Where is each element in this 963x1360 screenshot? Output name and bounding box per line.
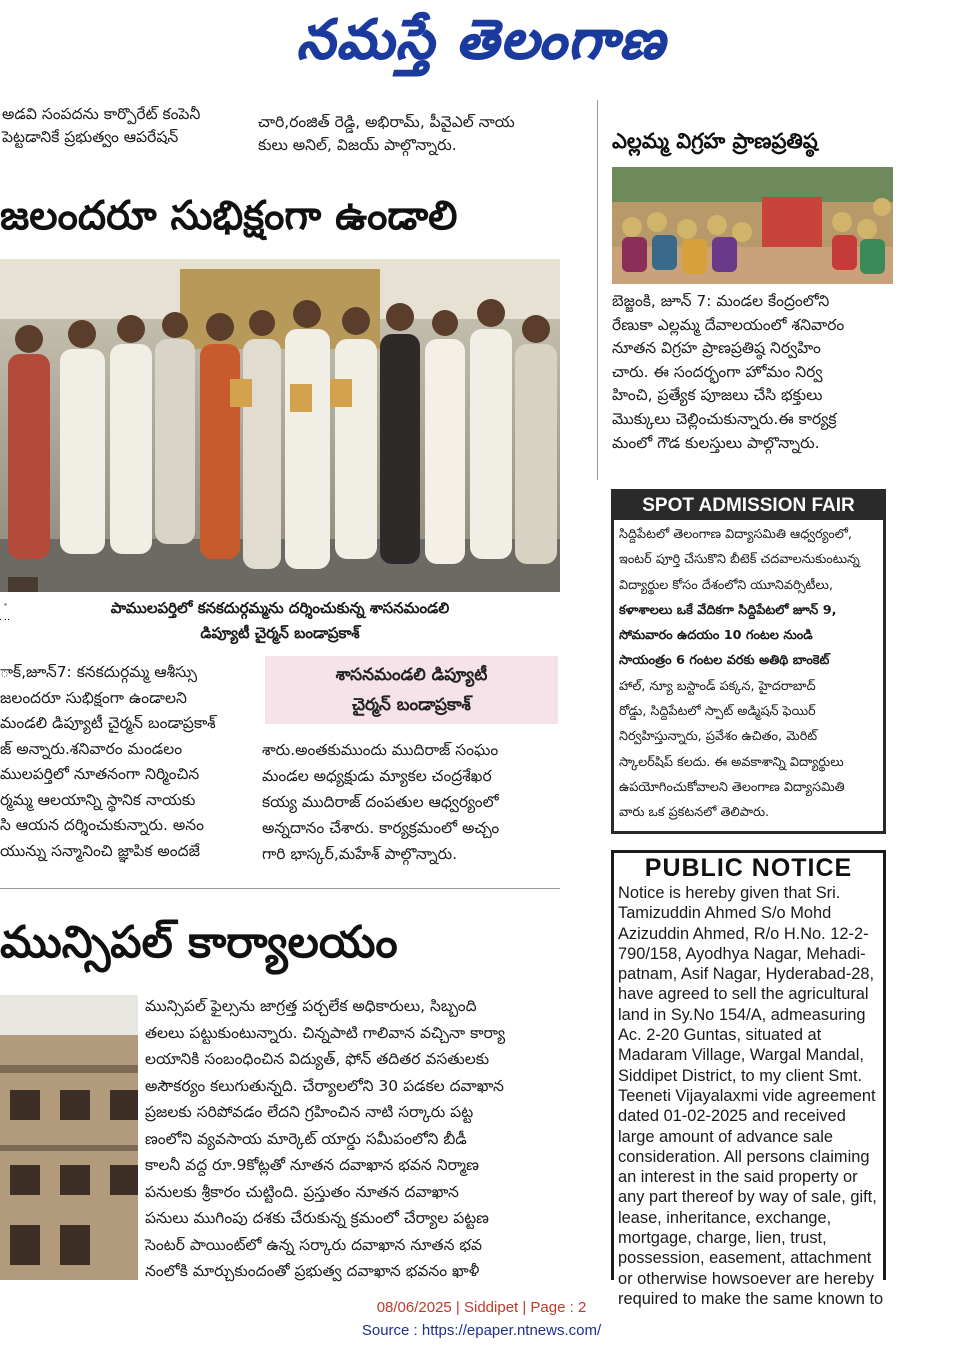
text-line: Azizuddin Ahmed, R/o H.No. 12-2- xyxy=(618,924,869,943)
public-notice-title: PUBLIC NOTICE xyxy=(614,853,883,883)
text-line: అన్నదానం చేశారు. కార్యక్రమంలో అచ్చం xyxy=(262,819,500,837)
text-line: లయానికి సంబంధించిన విద్యుత్, ఫోన్ తదితర వసతులకు xyxy=(145,1050,490,1068)
text-line: మండల అధ్యక్షుడు మ్యాకల చంద్రశేఖర xyxy=(262,767,492,785)
text-line: కాలనీ వద్ద రూ.9కోట్లతో నూతన దవాఖాన భవన నిర్మాణ xyxy=(145,1156,479,1174)
story1-caption xyxy=(0,596,560,646)
text-line: have agreed to sell the agricultural xyxy=(618,985,869,1004)
text-line: ఉపయోగించుకోవాలని తెలంగాణ విద్యాసమితి xyxy=(619,779,845,795)
text-line: చారి,రంజిత్ రెడ్డి, అభిరామ్, పీవైఎల్ నాయ xyxy=(258,113,515,131)
story3-headline: మున్సిపల్ కార్యాలయం xyxy=(0,917,398,968)
story3-photo xyxy=(0,995,138,1280)
text-line: Madaram Village, Wargal Mandal, xyxy=(618,1046,864,1065)
text-line: సోమవారం ఉదయం 10 గంటల నుండి xyxy=(619,628,813,644)
story2-body xyxy=(612,290,897,455)
text-line: dated 01-02-2025 and received xyxy=(618,1107,846,1126)
text-line: శారు.అంతకుముందు ముదిరాజ్ సంఘం xyxy=(262,741,499,759)
text-line: హాల్, న్యూ బస్టాండ్ పక్కన, హైదరాబాద్ xyxy=(619,678,816,694)
text-line: మండలి డిప్యూటీ చైర్మన్ బండాప్రకాశ్ xyxy=(0,714,216,732)
text-line: హించి, ప్రత్యేక పూజలు చేసి భక్తులు xyxy=(612,386,823,405)
text-line: 790/158, Ayodhya Nagar, Mehadi- xyxy=(618,944,866,963)
text-line: జలందరూ సుభిక్షంగా ఉండాలని xyxy=(0,688,187,707)
text-line: మొక్కులు చెల్లించుకున్నారు.ఈ కార్యక్ర xyxy=(612,409,837,428)
top-middle-snippet xyxy=(258,111,563,157)
text-line: any part thereof by way of sale, gift, xyxy=(618,1188,877,1207)
text-line: ాక్,జూన్7: కనకదుర్గమ్మ ఆశీస్సు xyxy=(0,663,197,681)
footer-source-link[interactable]: Source : https://epaper.ntnews.com/ xyxy=(361,1322,602,1339)
text-line: మున్సిపల్ ఫైల్సను జాగ్రత్త పర్చలేక అధికారులు, సిబ్బంది xyxy=(145,997,477,1015)
story1-body-right xyxy=(262,737,562,867)
text-line: చారు. ఈ సందర్భంగా హోమం నిర్వ xyxy=(612,362,823,381)
text-line: patnam, Asif Nagar, Hyderabad-28, xyxy=(618,965,875,984)
text-line: మంలో గౌడ కులస్తులు పాల్గొన్నారు. xyxy=(612,433,820,452)
text-line: lease, inheritance, exchange, xyxy=(618,1208,832,1227)
text-line: తలలు పట్టుకుంటున్నారు. చిన్నపాటి గాలివాన వచ్చినా కార్యా xyxy=(145,1023,506,1042)
text-line: ప్రజలకు సరిపోవడం లేదని గ్రహించిన నాటి సర్కారు పట్ట xyxy=(145,1103,474,1121)
public-notice-body xyxy=(614,883,883,1309)
text-line: కులు అనిల్, విజయ్ పాల్గొన్నారు. xyxy=(258,136,457,154)
story1-body-left xyxy=(0,660,240,864)
masthead-title: నమస్తే తెలంగాణ xyxy=(296,8,667,71)
story1-photo xyxy=(0,259,560,592)
footer-date-line: 08/06/2025 | Siddipet | Page : 2 xyxy=(376,1299,587,1316)
group-photo-image xyxy=(0,259,560,592)
text-line: or otherwise howsoever are hereby xyxy=(618,1269,875,1288)
text-line: Notice is hereby given that Sri. xyxy=(618,884,841,902)
text-line: possession, easement, attachment xyxy=(618,1249,872,1268)
text-line: Ac. 2-20 Guntas, situated at xyxy=(618,1026,822,1045)
text-line: వారు ఒక ప్రకటనలో తెలిపారు. xyxy=(619,805,770,821)
text-line: land in Sy.No 154/A, admeasuring xyxy=(618,1005,866,1024)
masthead xyxy=(0,8,963,78)
spot-admission-ad xyxy=(611,489,886,834)
caption-line: పాములపర్తిలో కనకదుర్గమ్మను దర్శించుకున్న శాసనమండలి xyxy=(110,599,450,617)
text-line: large amount of advance sale xyxy=(618,1127,834,1146)
pull-quote-line: శాసనమండలి డిప్యూటీ xyxy=(335,665,488,685)
text-line: కయ్య ముదిరాజ్ దంపతుల ఆధ్వర్యంలో xyxy=(262,793,499,811)
text-line: ర్మమ్మ ఆలయాన్ని స్థానిక నాయకు xyxy=(0,790,196,809)
text-line: సి ఆయన దర్శించుకున్నారు. అనం xyxy=(0,816,204,834)
ritual-photo-image xyxy=(612,167,893,284)
text-line: యున్ను సన్మానించి జ్ఞాపిక అందజే xyxy=(0,841,200,860)
text-line: Teeneti Vijayalaxmi vide agreement xyxy=(618,1086,876,1105)
text-line: పనులకు శ్రీకారం చుట్టింది. ప్రస్తుతం నూతన దవాఖాన xyxy=(145,1182,459,1201)
text-line: ణంలోని వ్యవసాయ మార్కెట్ యార్డు సమీపంలోని బీడీ xyxy=(145,1129,467,1148)
public-notice-ad xyxy=(611,850,886,1308)
story1-pull-quote xyxy=(265,656,558,724)
text-line: అసౌకర్యం కలుగుతున్నది. చేర్యాలలోని 30 పడకల దవాఖాన xyxy=(145,1076,504,1095)
text-line: బెజ్జంకి, జూన్ 7: మండల కేంద్రంలోని xyxy=(612,292,830,310)
story1-headline: జలందరూ సుభిక్షంగా ఉండాలి xyxy=(0,193,458,239)
spot-admission-body xyxy=(614,520,883,828)
text-line: పెట్టడానికే ప్రభుత్వం ఆపరేషన్ xyxy=(2,128,179,146)
text-line: required to make the same known to xyxy=(618,1289,884,1308)
text-line: అడవి సంపదను కార్పొరేట్ కంపెనీ xyxy=(2,105,201,123)
text-line: సాయంత్రం 6 గంటల వరకు అతిథి బాంకెట్ xyxy=(619,653,830,669)
text-line: consideration. All persons claiming xyxy=(618,1147,870,1166)
text-line: రేణుకా ఎల్లమ్మ దేవాలయంలో శనివారం xyxy=(612,315,845,334)
text-line: Tamizuddin Ahmed S/o Mohd xyxy=(618,904,832,923)
story2-headline: ఎల్లమ్మ విగ్రహ ప్రాణప్రతిష్ఠ xyxy=(612,129,818,153)
top-left-snippet xyxy=(2,103,252,149)
text-line: mortgage, charge, lien, trust, xyxy=(618,1229,827,1248)
story2-photo xyxy=(612,167,893,284)
text-line: నంలోకి మార్చుకుందంతో ప్రభుత్వ దవాఖాన భవనం ఖాళీ xyxy=(145,1262,480,1280)
pull-quote-line: చైర్మన్ బండాప్రకాశ్ xyxy=(352,695,471,715)
text-line: రోడ్డు, సిద్దిపేటలో స్పాట్ అడ్మిషన్ ఫెయిర్ xyxy=(619,704,816,720)
text-line: స్కాలర్‌షిప్ కలదు. ఈ అవకాశాన్ని విద్యార్థులు xyxy=(619,754,844,770)
text-line: పనులు ముగింపు దశకు చేరుకున్న క్రమంలో చేర్యాల పట్టణ xyxy=(145,1209,489,1227)
text-line: కళాశాలలు ఒకే వేదికగా సిద్దిపేటలో జూన్ 9, xyxy=(619,602,837,618)
text-line: గారి భాస్కర్,మహేశ్ పాల్గొన్నారు. xyxy=(262,845,458,863)
text-line: జ్ అన్నారు.శనివారం మండలం xyxy=(0,739,183,758)
text-line: ములపర్తిలో నూతనంగా నిర్మించిన xyxy=(0,765,200,783)
text-line: an interest in the said property or xyxy=(618,1168,858,1187)
text-line: ఇంటర్ పూర్తి చేసుకొని బీటెక్ చదవాలనుకుంటున్న xyxy=(619,552,860,568)
text-line: Siddipet District, to my client Smt. xyxy=(618,1066,863,1085)
text-line: నిర్వహిస్తున్నారు, ప్రవేశం ఉచితం, మెరిట్ xyxy=(619,729,818,745)
spot-admission-title: SPOT ADMISSION FAIR xyxy=(614,492,883,520)
caption-line: డిప్యూటీ చైర్మన్ బండాప్రకాశ్ xyxy=(200,624,360,642)
text-line: సిద్దిపేటలో తెలంగాణ విద్యాసమితి ఆధ్వర్యంలో, xyxy=(619,527,852,542)
text-line: విద్యార్థుల కోసం దేశంలోని యూనివర్సిటీలు, xyxy=(619,577,833,593)
text-line: నూతన విగ్రహ ప్రాణప్రతిష్ఠ నిర్వహిం xyxy=(612,339,821,358)
building-photo-image xyxy=(0,995,138,1280)
story3-body xyxy=(145,993,560,1285)
text-line: సెంటర్ పాయింట్‌లో ఉన్న సర్కారు దవాఖాన నూతన భవ xyxy=(145,1235,483,1254)
column-divider xyxy=(597,100,598,480)
section-divider xyxy=(0,888,560,889)
